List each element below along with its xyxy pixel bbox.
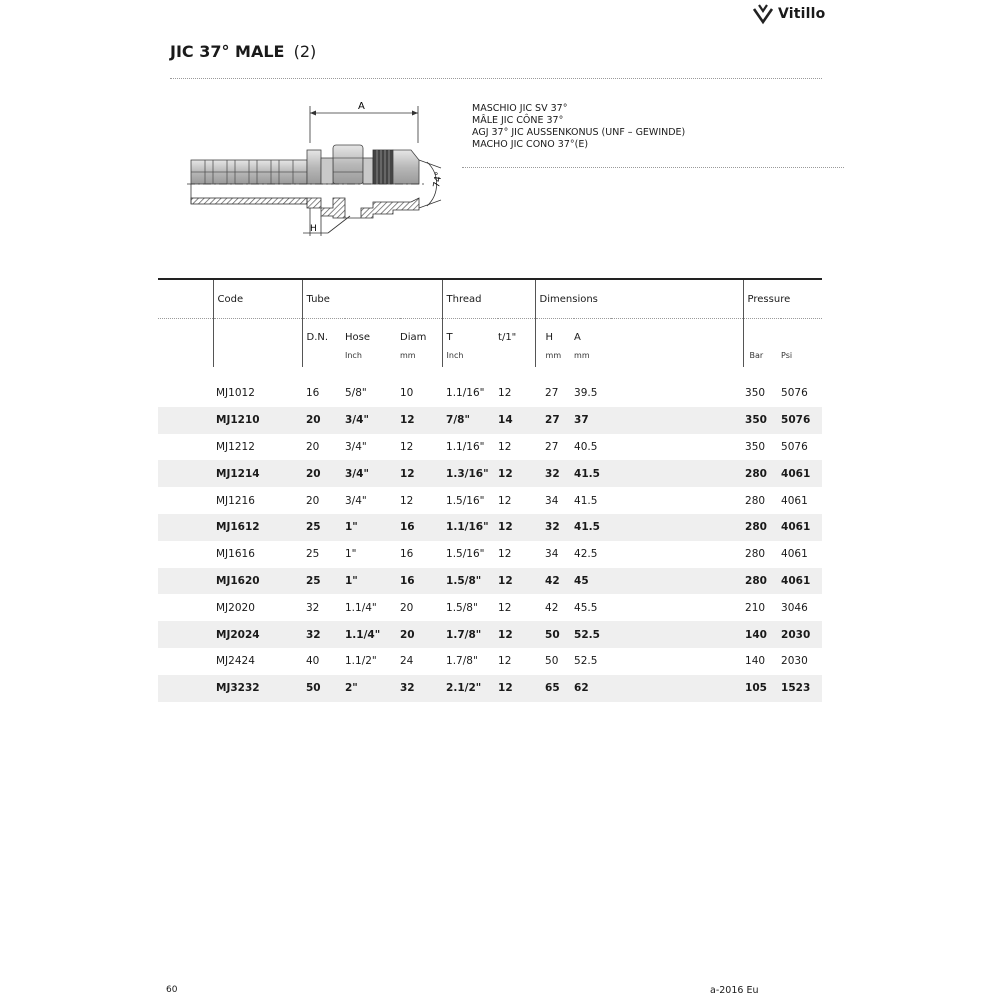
cell-tpi: 12 — [498, 621, 535, 648]
cell-psi: 4061 — [781, 460, 822, 487]
header-code: Code — [213, 279, 302, 319]
cell-dim-h: 65 — [535, 675, 574, 702]
cell-thread-t: 1.1/16" — [446, 440, 485, 453]
cell-psi: 5076 — [781, 440, 808, 453]
cell-code: MJ1012 — [216, 387, 255, 400]
cell-diam: 12 — [400, 460, 442, 487]
cell-hose: 3/4" — [345, 440, 367, 453]
cell-thread-t: 1.1/16" — [446, 387, 485, 400]
table-row — [158, 594, 822, 621]
cell-psi: 5076 — [781, 407, 822, 434]
cell-tpi: 12 — [498, 494, 512, 507]
cell-code: MJ2424 — [216, 655, 255, 668]
cell-bar: 280 — [745, 494, 766, 507]
cell-dim-a: 41.5 — [574, 494, 598, 507]
cell-thread-t: 1.5/16" — [446, 548, 485, 561]
title-main: JIC 37° MALE — [170, 42, 285, 61]
cell-thread-t: 1.5/16" — [446, 494, 485, 507]
cell-dim-a: 42.5 — [574, 548, 598, 561]
cell-dim-a: 41.5 — [574, 460, 611, 487]
cell-dim-a: 52.5 — [574, 655, 598, 668]
cell-bar: 210 — [745, 601, 766, 614]
cell-dim-a: 40.5 — [574, 440, 598, 453]
cell-dn: 20 — [306, 494, 320, 507]
table-row — [158, 487, 822, 514]
cell-dim-h: 34 — [545, 548, 559, 561]
cell-psi: 3046 — [781, 601, 808, 614]
cell-dim-a: 52.5 — [574, 621, 611, 648]
header-dimensions: Dimensions — [535, 279, 743, 319]
cell-code: MJ1620 — [213, 568, 302, 595]
table-row — [158, 675, 822, 702]
subheader-h: H — [535, 319, 574, 344]
cell-bar: 280 — [745, 548, 766, 561]
cell-code: MJ3232 — [213, 675, 302, 702]
cell-tpi: 12 — [498, 601, 512, 614]
cell-code: MJ1214 — [213, 460, 302, 487]
cell-dim-a: 37 — [574, 407, 611, 434]
subheader-t: T — [442, 319, 498, 344]
cell-bar: 280 — [743, 460, 781, 487]
table-row — [158, 648, 822, 675]
cell-bar: 140 — [743, 621, 781, 648]
title-divider — [170, 78, 822, 79]
cell-code: MJ2024 — [213, 621, 302, 648]
table-row — [158, 380, 822, 407]
translation-it: MASCHIO JIC SV 37° — [472, 103, 568, 114]
cell-bar: 280 — [743, 568, 781, 595]
unit-diam: mm — [400, 350, 416, 360]
cell-diam: 10 — [400, 387, 414, 400]
cell-hose: 1" — [345, 514, 400, 541]
subheader-hose: Hose — [345, 332, 370, 343]
cell-psi: 2030 — [781, 655, 808, 668]
header-tube: Tube — [302, 279, 442, 319]
cell-dn: 25 — [302, 514, 345, 541]
cell-psi: 5076 — [781, 387, 808, 400]
cell-code: MJ1210 — [213, 407, 302, 434]
unit-hose: Inch — [345, 350, 362, 360]
fitting-drawing — [185, 98, 465, 247]
cell-code: MJ1612 — [213, 514, 302, 541]
cell-bar: 350 — [743, 407, 781, 434]
cell-dim-h: 50 — [535, 621, 574, 648]
cell-bar: 105 — [743, 675, 781, 702]
cell-code: MJ1616 — [216, 548, 255, 561]
cell-dn: 20 — [306, 440, 320, 453]
cell-tpi: 12 — [498, 387, 512, 400]
cell-dim-h: 27 — [545, 440, 559, 453]
cell-dim-h: 42 — [545, 601, 559, 614]
header-pressure: Pressure — [743, 279, 822, 319]
cell-psi: 4061 — [781, 568, 822, 595]
unit-t: Inch — [442, 343, 498, 367]
cell-dim-h: 50 — [545, 655, 559, 668]
table-row — [158, 514, 822, 541]
cell-dim-h: 27 — [545, 387, 559, 400]
cell-bar: 350 — [745, 440, 766, 453]
cell-bar: 140 — [745, 655, 766, 668]
vitillo-logo-icon — [752, 3, 774, 25]
cell-hose: 3/4" — [345, 407, 400, 434]
cell-dim-h: 32 — [535, 460, 574, 487]
unit-psi: Psi — [781, 350, 793, 360]
cell-dn: 32 — [306, 601, 320, 614]
page-title — [170, 42, 316, 61]
subheader-tpi: t/1" — [498, 332, 517, 343]
table-group-header — [158, 279, 822, 319]
cell-diam: 24 — [400, 655, 414, 668]
unit-a: mm — [574, 350, 590, 360]
cell-psi: 1523 — [781, 675, 822, 702]
page-number: 60 — [166, 985, 178, 995]
title-variant: (2) — [293, 42, 317, 61]
cell-diam: 16 — [400, 548, 414, 561]
cell-dn: 40 — [306, 655, 320, 668]
cell-diam: 16 — [400, 568, 442, 595]
cell-diam: 16 — [400, 514, 442, 541]
cell-hose: 1.1/4" — [345, 621, 400, 648]
cell-thread-t: 1.1/16" — [442, 514, 498, 541]
cell-dn: 25 — [306, 548, 320, 561]
cell-psi: 4061 — [781, 494, 808, 507]
cell-diam: 12 — [400, 494, 414, 507]
table-subheader — [158, 319, 822, 344]
cell-tpi: 12 — [498, 655, 512, 668]
cell-dim-a: 62 — [574, 675, 611, 702]
cell-thread-t: 1.5/8" — [442, 568, 498, 595]
cell-psi: 4061 — [781, 514, 822, 541]
cell-dim-a: 39.5 — [574, 387, 598, 400]
cell-dim-h: 32 — [535, 514, 574, 541]
brand-name: Vitillo — [778, 6, 826, 22]
cell-hose: 5/8" — [345, 387, 367, 400]
spec-table — [158, 278, 822, 702]
cell-tpi: 12 — [498, 460, 535, 487]
cell-bar: 280 — [743, 514, 781, 541]
cell-diam: 32 — [400, 675, 442, 702]
cell-dim-h: 27 — [535, 407, 574, 434]
header-thread: Thread — [442, 279, 535, 319]
brand-logo — [752, 2, 826, 26]
cell-hose: 1" — [345, 548, 357, 561]
cell-diam: 12 — [400, 407, 442, 434]
cell-dn: 16 — [306, 387, 320, 400]
table-row — [158, 460, 822, 487]
edition-label: a-2016 Eu — [710, 985, 759, 996]
unit-bar: Bar — [743, 343, 781, 367]
translations-list — [472, 103, 685, 151]
cell-thread-t: 1.3/16" — [442, 460, 498, 487]
translation-de: AGJ 37° JIC AUSSENKONUS (UNF – GEWINDE) — [472, 127, 686, 138]
cell-thread-t: 2.1/2" — [442, 675, 498, 702]
cell-hose: 3/4" — [345, 460, 400, 487]
dim-a-label: A — [358, 101, 365, 112]
subheader-diam: Diam — [400, 332, 427, 343]
subheader-a: A — [574, 332, 581, 343]
cell-tpi: 12 — [498, 675, 535, 702]
unit-h: mm — [535, 343, 574, 367]
cell-hose: 1.1/2" — [345, 655, 377, 668]
cell-thread-t: 1.7/8" — [442, 621, 498, 648]
table-row — [158, 621, 822, 648]
angle-label: 74° — [432, 171, 445, 189]
cell-thread-t: 1.7/8" — [446, 655, 478, 668]
table-row — [158, 407, 822, 434]
table-body — [158, 380, 822, 702]
cell-dim-a: 45.5 — [574, 601, 598, 614]
fitting-drawing-svg — [185, 98, 465, 243]
cell-bar: 350 — [745, 387, 766, 400]
cell-tpi: 12 — [498, 514, 535, 541]
cell-tpi: 12 — [498, 548, 512, 561]
cell-dn: 20 — [302, 407, 345, 434]
cell-dim-h: 34 — [545, 494, 559, 507]
translation-fr: MÂLE JIC CÔNE 37° — [472, 115, 564, 126]
translations-divider — [462, 167, 844, 168]
cell-tpi: 14 — [498, 407, 535, 434]
cell-code: MJ1212 — [216, 440, 255, 453]
cell-dim-a: 41.5 — [574, 514, 611, 541]
cell-code: MJ1216 — [216, 494, 255, 507]
cell-tpi: 12 — [498, 440, 512, 453]
cell-thread-t: 7/8" — [442, 407, 498, 434]
cell-diam: 20 — [400, 601, 414, 614]
table-units — [158, 343, 822, 367]
cell-hose: 2" — [345, 675, 400, 702]
cell-thread-t: 1.5/8" — [446, 601, 478, 614]
table-row — [158, 541, 822, 568]
cell-dn: 20 — [302, 460, 345, 487]
cell-psi: 4061 — [781, 548, 808, 561]
translation-es: MACHO JIC CONO 37°(E) — [472, 139, 589, 150]
cell-dim-a: 45 — [574, 568, 611, 595]
cell-psi: 2030 — [781, 621, 822, 648]
cell-dim-h: 42 — [535, 568, 574, 595]
cell-hose: 1" — [345, 568, 400, 595]
cell-diam: 20 — [400, 621, 442, 648]
cell-code: MJ2020 — [216, 601, 255, 614]
cell-hose: 3/4" — [345, 494, 367, 507]
cell-hose: 1.1/4" — [345, 601, 377, 614]
cell-diam: 12 — [400, 440, 414, 453]
cell-dn: 32 — [302, 621, 345, 648]
cell-dn: 50 — [302, 675, 345, 702]
table-row — [158, 568, 822, 595]
subheader-dn: D.N. — [302, 319, 345, 344]
cell-tpi: 12 — [498, 568, 535, 595]
table-row — [158, 434, 822, 461]
cell-dn: 25 — [302, 568, 345, 595]
dim-h-label: H — [310, 224, 317, 234]
